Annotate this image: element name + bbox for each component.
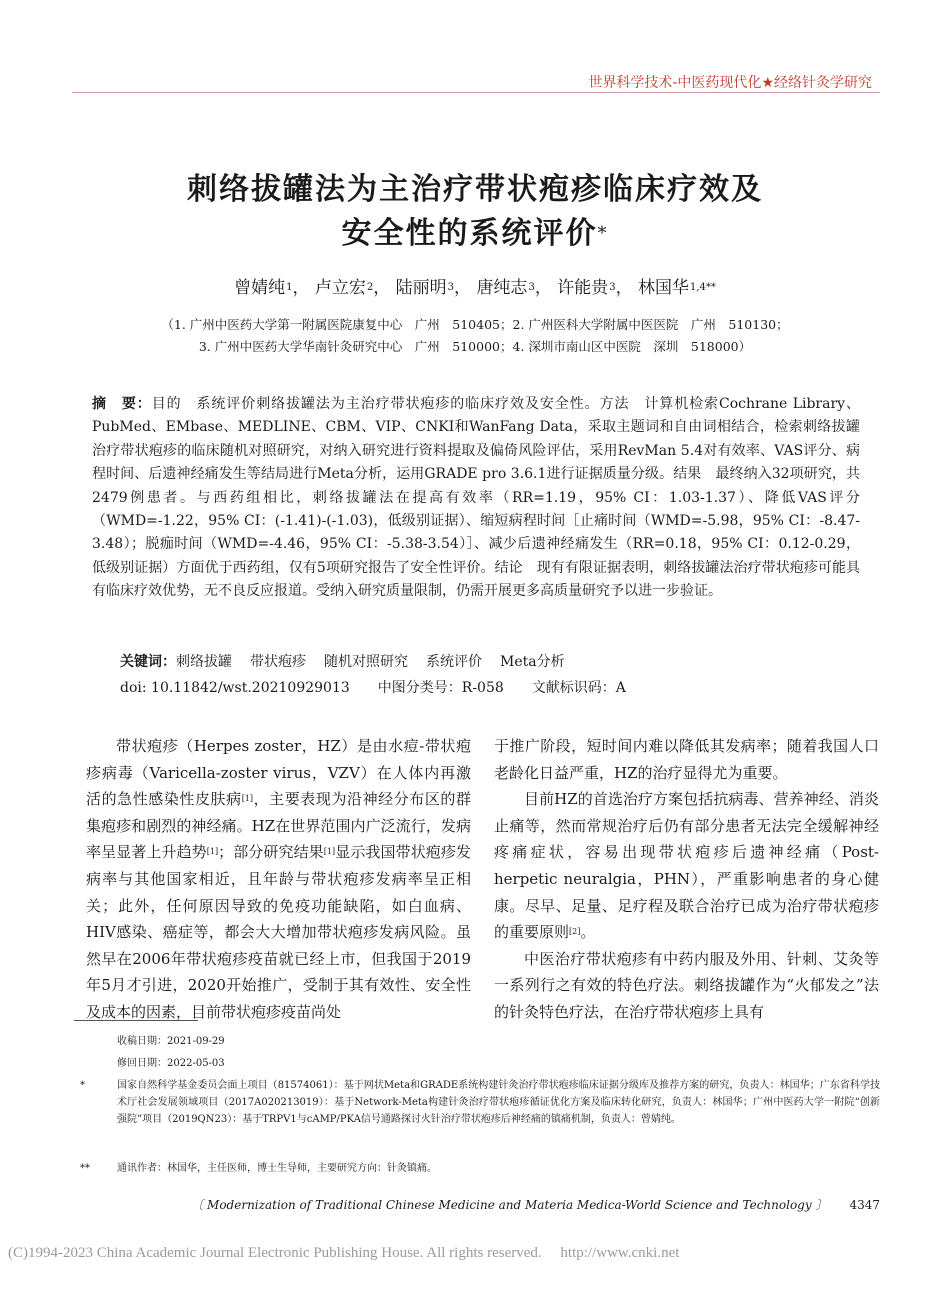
author-list: 曾婧纯$^1$， 卢立宏$^2$， 陆丽明$^3$， 唐纯志$^3$， 许能贵$^3$， 林国华$^{1,4**}$ bbox=[234, 278, 716, 298]
title-line-2 bbox=[0, 212, 950, 256]
author-affil: 1,4** bbox=[690, 282, 716, 293]
revised-date: 修回日期：2022-05-03 bbox=[117, 1058, 225, 1069]
keywords bbox=[120, 650, 583, 674]
author-affil: 3 bbox=[609, 282, 616, 293]
paragraph bbox=[86, 733, 471, 1026]
paragraph-text: 。 bbox=[580, 923, 596, 942]
paragraph bbox=[494, 786, 879, 946]
corresponding-footnote bbox=[80, 1160, 880, 1177]
running-head bbox=[588, 72, 872, 92]
author-name: 卢立宏 bbox=[314, 278, 366, 298]
keyword: 带状疱疹 bbox=[250, 654, 306, 670]
keyword: 刺络拔罐 bbox=[176, 654, 232, 670]
paragraph-text: ；部分研究结果 bbox=[218, 843, 324, 862]
fund-text: 国家自然科学基金委员会面上项目（81574061）：基于网状Meta和GRADE系统构建针灸治疗带状疱疹临床证据分级库及推荐方案的研究，负责人：林国华；广东省科学技术厅社会发展领域项目（2017A020213019）：基于Network-Meta构建针灸治疗带状疱疹循证优化方案及临床转化研究，负责人：林国华；广州中医药大学一附院“创新强院”项目（2019QN23）：基于TRPV1与cAMP/PKA信号通路探讨火针治疗带状疱疹后神经痛的镇痛机制，负责人：曾婧纯。 bbox=[117, 1080, 880, 1125]
abstract bbox=[92, 393, 860, 604]
author-name: 曾婧纯 bbox=[234, 278, 286, 298]
author-name: 林国华 bbox=[638, 278, 689, 298]
title-line-2-text: 安全性的系统评价 bbox=[341, 216, 598, 251]
affiliation-line-2: 3. 广州中医药大学华南针灸研究中心 广州 510000；4. 深圳市南山区中医院 深圳 518000） bbox=[198, 339, 752, 354]
corresponding-mark: ** bbox=[80, 1163, 90, 1174]
paragraph bbox=[494, 946, 879, 1026]
paragraph-text: 显示我国带状疱疹发病率与其他国家相近，且年龄与带状疱疹发病率呈正相关；此外，任何原因导致的免疫功能缺陷，如白血病、HIV感染、癌症等，都会大大增加带状疱疹发病风险。虽然早在2006年带状疱疹疫苗就已经上市，但我国于2019年5月才引进，2020开始推广，受制于其有效性、安全性及成本的因素，目前带状疱疹疫苗尚处 bbox=[86, 843, 471, 1021]
doi: doi: 10.11842/wst.20210929013 bbox=[120, 680, 350, 696]
keyword: 系统评价 bbox=[426, 654, 482, 670]
author-name: 陆丽明 bbox=[395, 278, 447, 298]
paragraph-text: 于推广阶段，短时间内难以降低其发病率；随着我国人口老龄化日益严重，HZ的治疗显得尤为重要。 bbox=[494, 737, 879, 782]
footnote-rule bbox=[74, 1020, 198, 1021]
paragraph-text: 目前HZ的首选治疗方案包括抗病毒、营养神经、消炎止痛等，然而常规治疗后仍有部分患者无法完全缓解神经疼痛症状，容易出现带状疱疹后遗神经痛（Post-herpetic neuralgia，PHN），严重影响患者的身心健康。尽早、足量、足疗程及联合治疗已成为治疗带状疱疹的重要原则 bbox=[494, 790, 879, 942]
author-affil: 3 bbox=[447, 282, 455, 293]
citation: [1] bbox=[323, 847, 336, 857]
journal-name: 〔 Modernization of Traditional Chinese Medicine and Materia Medica-World Science and Technology 〕 bbox=[191, 1198, 828, 1212]
body-column-left bbox=[86, 733, 471, 1026]
author-affil: 2 bbox=[366, 282, 374, 293]
header-rule bbox=[72, 92, 880, 93]
keyword: Meta分析 bbox=[500, 654, 565, 670]
author-name: 许能贵 bbox=[557, 278, 609, 298]
received-date: 收稿日期：2021-09-29 bbox=[117, 1036, 225, 1047]
author-affil: 1 bbox=[286, 282, 293, 293]
author-name: 唐纯志 bbox=[476, 278, 528, 298]
keyword: 随机对照研究 bbox=[324, 654, 408, 670]
citation: [2] bbox=[569, 927, 581, 937]
paragraph-text: 带状疱疹（Herpes zoster，HZ）是由水痘-带状疱疹病毒（Varicella-zoster virus，VZV）在人体内再激活的急性感染性皮肤病 bbox=[86, 737, 471, 809]
title-fund-mark: * bbox=[597, 223, 609, 244]
document-code: 文献标识码：A bbox=[531, 680, 626, 696]
author-affil: 3 bbox=[528, 282, 535, 293]
page-footer bbox=[0, 1196, 880, 1213]
clc-number: 中图分类号：R-058 bbox=[377, 680, 504, 696]
fund-footnote bbox=[80, 1077, 880, 1128]
fund-mark: * bbox=[80, 1080, 85, 1091]
citation: [1] bbox=[206, 847, 219, 857]
running-head-left: 世界科学技术-中医药现代化 bbox=[588, 75, 762, 91]
paragraph-text: 中医治疗带状疱疹有中药内服及外用、针刺、艾灸等一系列行之有效的特色疗法。刺络拔罐作为“火郁发之”法的针灸特色疗法，在治疗带状疱疹上具有 bbox=[494, 949, 879, 1021]
title-line-1: 刺络拔罐法为主治疗带状疱疹临床疗效及 bbox=[187, 172, 763, 207]
paragraph-text: ，主要表现为沿神经分布区的群集疱疹和剧烈的神经痛。HZ在世界范围内广泛流行，发病率呈显著上升趋势 bbox=[86, 790, 471, 862]
abstract-text: 目的 系统评价刺络拔罐法为主治疗带状疱疹的临床疗效及安全性。方法 计算机检索Cochrane Library、PubMed、EMbase、MEDLINE、CBM、VIP、CNKI和WanFang Data，采取主题词和自由词相结合，检索刺络拔罐治疗带状疱疹的临床随机对照研究，对纳入研究进行资料提取及偏倚风险评估，采用RevMan 5.4对有效率、VAS评分、病程时间、后遗神经痛发生等结局进行Meta分析，运用GRADE pro 3.6.1进行证据质量分级。结果 最终纳入32项研究，共2479例患者。与西药组相比，刺络拔罐法在提高有效率（RR=1.19，95% CI：1.03-1.37）、降低VAS评分（WMD=-1.22，95% CI：(-1.41)-(-1.03)，低级别证据）、缩短病程时间［止痛时间（WMD=-5.98，95% CI：-8.47-3.48）；脱痂时间（WMD=-4.46，95% CI：-5.38-3.54）］、减少后遗神经痛发生（RR=0.18，95% CI：0.12-0.29，低级别证据）方面优于西药组，仅有5项研究报告了安全性评价。结论 现有有限证据表明，刺络拔罐法治疗带状疱疹可能具有临床疗效优势，无不良反应报道。受纳入研究质量限制，仍需开展更多高质量研究予以进一步验证。 bbox=[92, 396, 860, 600]
running-head-right: 经络针灸学研究 bbox=[774, 75, 872, 91]
corresponding-text: 通讯作者：林国华，主任医师，博士生导师，主要研究方向：针灸镇痛。 bbox=[117, 1163, 437, 1174]
copyright-watermark: (C)1994-2023 China Academic Journal Electronic Publishing House. All rights reserved. http://www.cnki.net bbox=[8, 1245, 680, 1261]
affiliation-line-1: （1. 广州中医药大学第一附属医院康复中心 广州 510405；2. 广州医科大学附属中医医院 广州 510130； bbox=[161, 317, 789, 332]
keywords-label: 关键词： bbox=[120, 654, 176, 670]
page-number: 4347 bbox=[849, 1198, 880, 1212]
abstract-label: 摘 要： bbox=[92, 396, 152, 412]
body-column-right bbox=[494, 733, 879, 1026]
paragraph bbox=[494, 733, 879, 786]
citation: [1] bbox=[241, 794, 254, 804]
article-meta bbox=[120, 676, 654, 700]
star-icon: ★ bbox=[761, 75, 774, 91]
